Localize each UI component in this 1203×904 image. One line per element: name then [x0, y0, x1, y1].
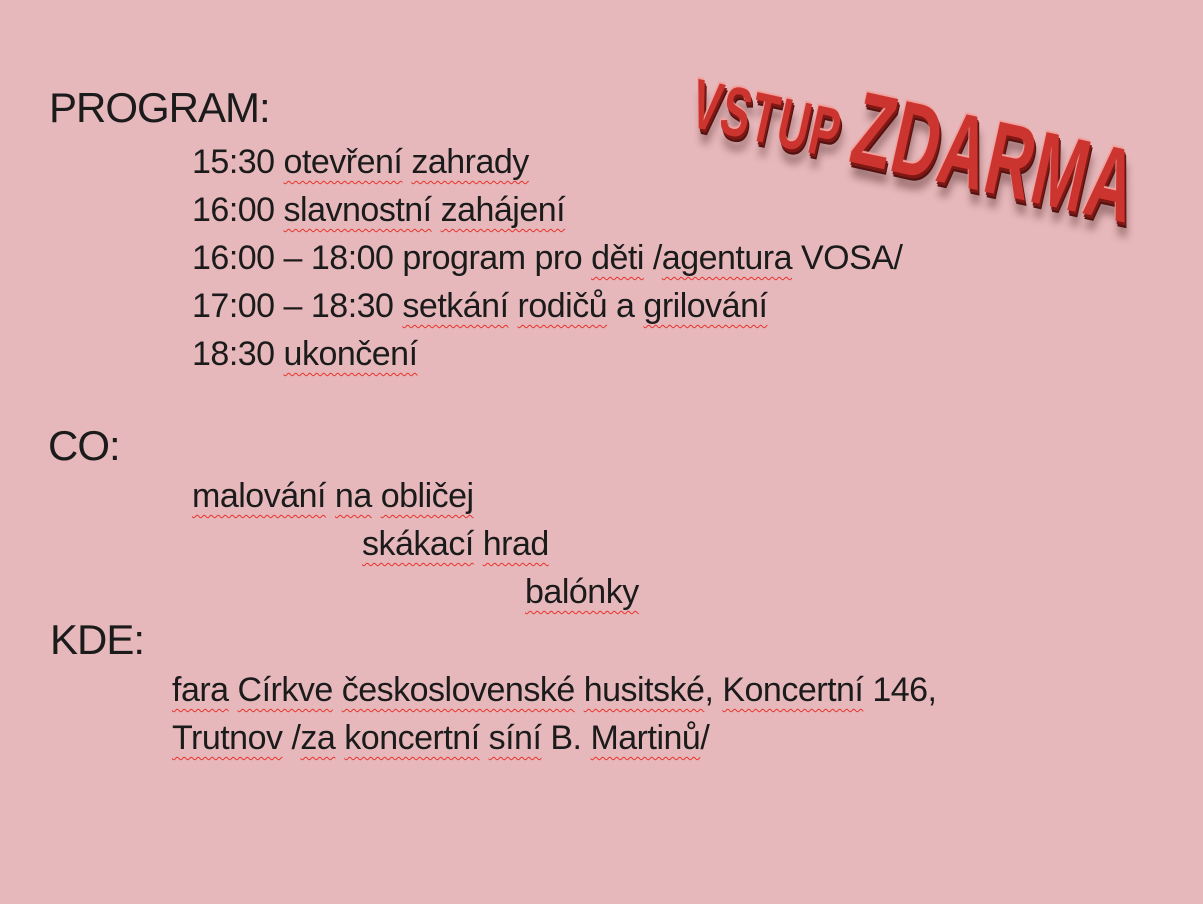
text-segment: 15:30 — [192, 143, 284, 181]
kde-heading: KDE: — [50, 616, 145, 663]
wordart-vstup-zdarma — [682, 34, 1147, 248]
misspelled-word: balónky — [525, 573, 639, 611]
co-line-1 — [192, 474, 474, 518]
misspelled-word: ukončení — [283, 335, 418, 373]
misspelled-word: setkání — [402, 287, 509, 325]
wordart-word: ZDARMA — [842, 70, 1148, 246]
wordart-word: VSTUP — [684, 64, 849, 174]
text-segment: 146, — [863, 671, 937, 709]
misspelled-word: Trutnov — [172, 719, 283, 757]
kde-line-1 — [172, 668, 937, 712]
text-segment: 17:00 – 18:30 — [192, 287, 403, 325]
misspelled-word: obličej — [380, 477, 474, 515]
co-heading: CO: — [48, 422, 120, 469]
text-segment — [402, 143, 411, 181]
text-segment: a — [607, 287, 644, 325]
misspelled-word: na — [334, 477, 372, 515]
text-segment: / — [643, 239, 662, 277]
program-line-4 — [192, 284, 767, 328]
text-segment — [480, 719, 489, 757]
misspelled-word: Koncertní — [722, 671, 864, 709]
misspelled-word: slavnostní — [283, 191, 432, 229]
text-segment: / — [282, 719, 301, 757]
text-segment: B. — [541, 719, 591, 757]
misspelled-word: fara — [172, 671, 229, 709]
misspelled-word: rodičů — [517, 287, 608, 325]
program-line-2 — [192, 188, 565, 232]
misspelled-word: Martinů — [590, 719, 701, 757]
misspelled-word: za — [300, 719, 336, 757]
misspelled-word: otevření — [283, 143, 403, 181]
text-segment — [509, 287, 518, 325]
text-segment: VOSA/ — [792, 239, 903, 277]
program-line-5 — [192, 332, 418, 376]
program-line-1 — [192, 140, 529, 184]
co-line-2 — [362, 522, 549, 566]
misspelled-word: malování — [192, 477, 326, 515]
misspelled-word: grilování — [643, 287, 768, 325]
misspelled-word: husitské — [583, 671, 705, 709]
text-segment: 18:30 — [192, 335, 284, 373]
misspelled-word: skákací — [362, 525, 474, 563]
text-segment — [326, 477, 335, 515]
text-segment — [229, 671, 238, 709]
misspelled-word: děti — [591, 239, 644, 277]
text-segment — [474, 525, 483, 563]
program-heading: PROGRAM: — [49, 84, 270, 131]
misspelled-word: československé — [341, 671, 575, 709]
misspelled-word: zahrady — [411, 143, 529, 181]
misspelled-word: koncertní — [344, 719, 480, 757]
text-segment — [432, 191, 441, 229]
misspelled-word: síní — [488, 719, 542, 757]
text-segment: , — [704, 671, 723, 709]
text-segment — [333, 671, 342, 709]
text-segment — [372, 477, 381, 515]
text-segment: / — [700, 719, 710, 757]
misspelled-word: Církve — [237, 671, 333, 709]
text-segment — [575, 671, 584, 709]
text-segment: 16:00 — [192, 191, 284, 229]
kde-line-2 — [172, 716, 709, 760]
text-segment — [335, 719, 344, 757]
misspelled-word: zahájení — [440, 191, 566, 229]
co-line-3 — [525, 570, 639, 614]
program-line-3 — [192, 236, 902, 280]
misspelled-word: agentura — [661, 239, 793, 277]
text-segment: 16:00 – 18:00 program pro — [192, 239, 592, 277]
misspelled-word: hrad — [482, 525, 549, 563]
